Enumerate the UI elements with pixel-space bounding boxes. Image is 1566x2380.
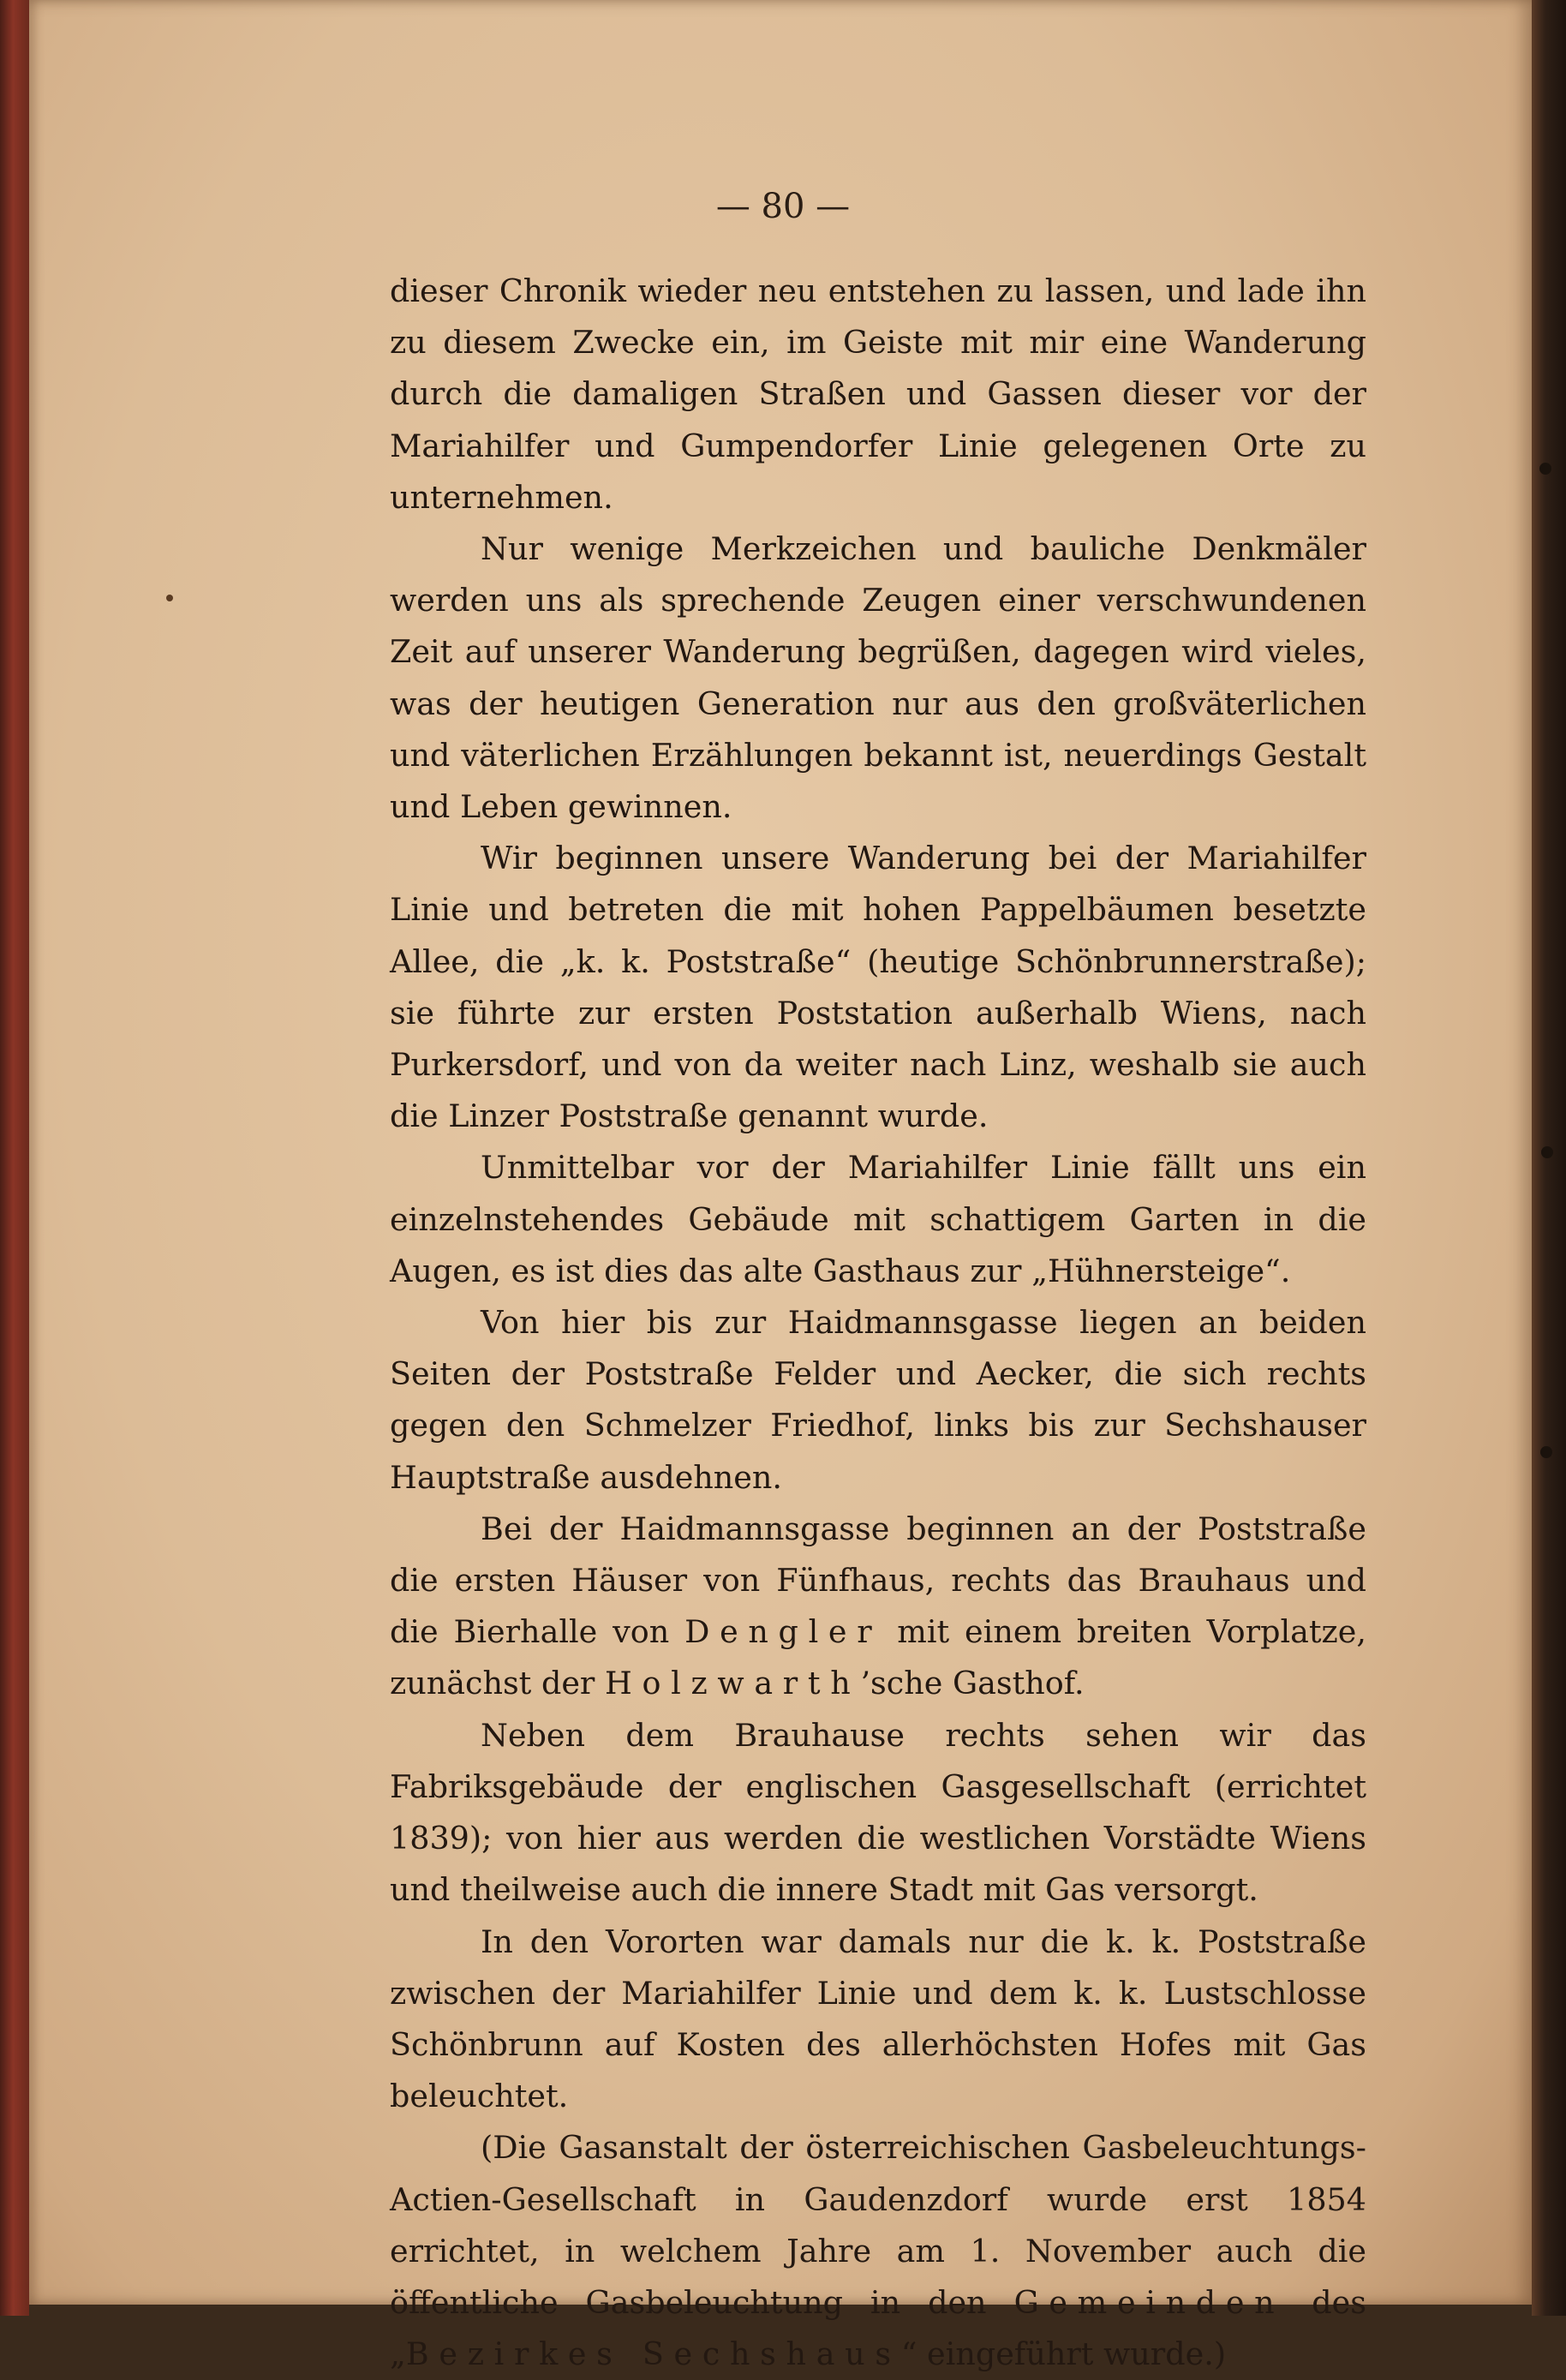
paragraph <box>390 833 1366 1142</box>
paragraph <box>390 1504 1366 1710</box>
body-text <box>390 266 1366 2380</box>
paragraph-text: dieser Chronik wieder neu entstehen zu lassen, und lade ihn zu diesem Zwecke ein, im Geiste mit mir eine Wanderung durch die damaligen Straßen und Gassen dieser vor der Mariahilfer und Gumpendorfer Linie gelegenen Orte zu unternehmen. <box>390 272 1366 516</box>
paragraph <box>390 1917 1366 2123</box>
paragraph-text: “ eingeführt wurde.) <box>900 2335 1227 2373</box>
paragraph-text: Wir beginnen unsere Wanderung bei der Mariahilfer Linie und betreten die mit hohen Pappelbäumen besetzte Allee, die „k. k. Poststraße“ (heutige Schönbrunnerstraße); sie führte zur ersten Poststation außerhalb Wiens, nach Purkersdorf, und von da weiter nach Linz, weshalb sie auch die Linzer Poststraße genannt wurde. <box>390 840 1366 1135</box>
binding-pin <box>1540 1446 1552 1458</box>
paragraph <box>390 1710 1366 1917</box>
paragraph-text: Bei der Haidmannsgasse beginnen an der Poststraße die ersten Häuser von Fünfhaus, rechts das Brauhaus und die Bierhalle von <box>390 1510 1366 1651</box>
spaced-name: Gemeinden <box>1013 2283 1285 2321</box>
paragraph-text: Von hier bis zur Haidmannsgasse liegen an beiden Seiten der Poststraße Felder und Aecker, die sich rechts gegen den Schmelzer Friedhof, links bis zur Sechshauser Hauptstraße ausdehnen. <box>390 1304 1366 1496</box>
paragraph-text: ’sche Gasthof. <box>860 1665 1085 1702</box>
binding-pin <box>1539 463 1551 475</box>
paragraph-text: Nur wenige Merkzeichen und bauliche Denkmäler werden uns als sprechende Zeugen einer verschwundenen Zeit auf unserer Wanderung begrüßen, dagegen wird vieles, was der heutigen Generation nur aus den großväterlichen und väterlichen Erzählungen bekannt ist, neuerdings Gestalt und Leben gewinnen. <box>390 530 1366 826</box>
paragraph-text: Unmittelbar vor der Mariahilfer Linie fällt uns ein einzelnstehendes Gebäude mit schattigem Garten in die Augen, es ist dies das alte Gasthaus zur „Hühnersteige“. <box>390 1149 1366 1289</box>
page-number: — 80 — <box>715 187 851 226</box>
book-cover-edge <box>0 0 29 2316</box>
paragraph <box>390 1142 1366 1297</box>
paragraph-text: mit einem breiten Vorplatze, zunächst der <box>390 1613 1366 1702</box>
paragraph-text: des „ <box>390 2283 1366 2373</box>
paragraph-text: (Die Gasanstalt der österreichischen Gasbeleuchtungs-Actien-Gesellschaft in Gaudenzdorf wurde erst 1854 errichtet, in welchem Jahre am 1. November auch die öffentliche Gasbeleuchtung in den <box>390 2129 1366 2321</box>
binding-pin <box>1541 1146 1553 1158</box>
paper-speck <box>166 595 173 601</box>
spaced-name: Dengler <box>684 1613 882 1651</box>
paragraph <box>390 2122 1366 2380</box>
paragraph <box>390 266 1366 523</box>
paragraph <box>390 1297 1366 1504</box>
spaced-name: Bezirkes Sechshaus <box>405 2335 901 2373</box>
paragraph <box>390 523 1366 833</box>
paragraph-text: In den Vororten war damals nur die k. k. Poststraße zwischen der Mariahilfer Linie und dem k. k. Lustschlosse Schönbrunn auf Kosten des allerhöchsten Hofes mit Gas beleuchtet. <box>390 1923 1366 2115</box>
spaced-name: Holzwarth <box>604 1665 861 1702</box>
paragraph-text: Neben dem Brauhause rechts sehen wir das Fabriksgebäude der englischen Gasgesellschaft (errichtet 1839); von hier aus werden die westlichen Vorstädte Wiens und theilweise auch die innere Stadt mit Gas versorgt. <box>390 1716 1366 1909</box>
